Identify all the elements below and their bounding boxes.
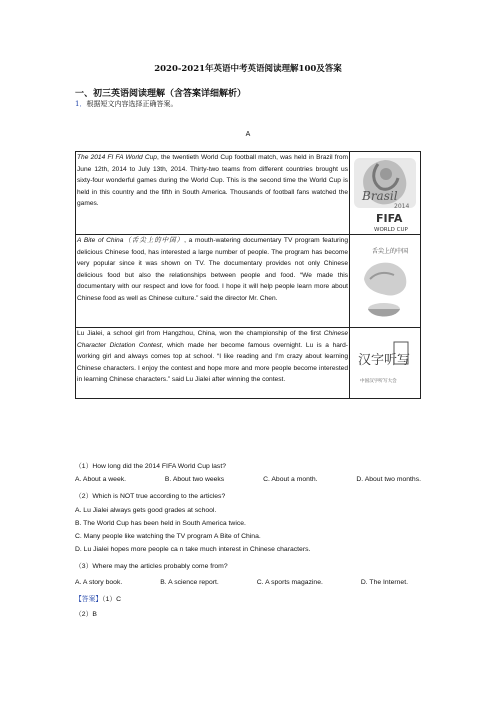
instruction xyxy=(75,99,177,109)
passage-image-cell xyxy=(350,152,421,235)
contest-calligraphy-text: 汉字听写 xyxy=(358,353,411,368)
passage-row xyxy=(76,235,421,328)
logo-brasil-text: Brasil xyxy=(362,189,398,203)
option-b[interactable]: B. About two weeks xyxy=(164,476,225,483)
passage-row xyxy=(76,328,421,399)
page-title: 2020-2021年英语中考英语阅读理解100及答案 xyxy=(154,64,342,74)
passage-lead: Lu Jialei, a school girl from Hangzhou, China, won the championship of the first xyxy=(77,330,324,337)
question-stem: （2）Which is NOT true according to the articles? xyxy=(75,493,226,500)
option-a[interactable]: A. A story book. xyxy=(75,579,123,586)
dictation-contest-logo-icon xyxy=(350,328,420,398)
brasil-2014-logo-icon xyxy=(350,152,420,234)
option-c[interactable]: C. About a month. xyxy=(263,476,318,483)
bite-of-china-poster-icon xyxy=(350,235,420,327)
answer-value: （2）B xyxy=(75,611,97,618)
passage-image-cell xyxy=(350,328,421,399)
instruction-text: 根据短文内容选择正确答案。 xyxy=(86,100,178,108)
answer-tag: 【答案】 xyxy=(75,596,103,603)
logo-worldcup-text: WORLD CUP xyxy=(374,227,408,233)
option-d[interactable]: D. Lu Jialei hopes more people ca n take much interest in Chinese characters. xyxy=(75,546,311,553)
option-row xyxy=(75,579,408,586)
passage-body: , which made her become famous overnight. Lu is a hard-working girl and always comes top at school. “I like reading and I’m crazy about learning Chinese characters. I enjoy the contest and hope more and more people become interested in learning Chinese characters.” said Lu Jialei after winning the contest. xyxy=(77,341,348,384)
answer-line xyxy=(75,593,121,603)
poster-calligraphy-text: 舌尖上的中国 xyxy=(372,248,409,255)
option-a[interactable]: A. Lu Jialei always gets good grades at school. xyxy=(75,507,217,514)
passage-label: A xyxy=(245,131,251,138)
logo-fifa-text: FIFA xyxy=(376,212,403,225)
option-c[interactable]: C. Many people like watching the TV program A Bite of China. xyxy=(75,533,261,540)
option-d[interactable]: D. The Internet. xyxy=(360,579,408,586)
passage-text xyxy=(76,152,350,235)
logo-year-text: 2014 xyxy=(394,203,410,210)
option-b[interactable]: B. The World Cup has been held in South America twice. xyxy=(75,520,246,527)
option-a[interactable]: A. About a week. xyxy=(75,476,127,483)
option-b[interactable]: B. A science report. xyxy=(160,579,219,586)
section-heading: 一、初三英语阅读理解（含答案详细解析） xyxy=(75,89,247,99)
question-stem: （3）Where may the articles probably come from? xyxy=(75,563,228,570)
question-stem: （1）How long did the 2014 FIFA World Cup last? xyxy=(75,463,226,470)
option-d[interactable]: D. About two months. xyxy=(356,476,421,483)
passage-body: , a mouth-watering documentary TV program featuring delicious Chinese food, has interested a large number of people. The program has become very popular since it was shown on TV. The documentary provides not only Chinese delicious food but also the relationships between people and food. “We made this documentary with our respect and love for food. I hope it will help people learn more about Chinese food as well as Chinese culture.” said the director Mr. Chen. xyxy=(77,237,348,302)
passage-italic-title: A Bite of China（舌尖上的中国） xyxy=(77,237,185,244)
question-number: 1． xyxy=(75,100,87,108)
passage-body: , the twentieth World Cup football match, was held in Brazil from June 12th, 2014 to July 13th, 2014. Thirty-two teams from different countries brought us sixty-four wonderful games during the World Cup. This is the second time the World Cup is held in this country and the fifth in South America. Thousands of football fans watched the games. xyxy=(77,154,348,208)
contest-subtitle-text: 中国汉字听写大会 xyxy=(360,379,397,384)
option-c[interactable]: C. A sports magazine. xyxy=(256,579,323,586)
answer-value: （1）C xyxy=(102,596,122,603)
passage-text xyxy=(76,328,350,399)
reading-table xyxy=(75,151,421,399)
option-row xyxy=(75,476,421,483)
passage-row xyxy=(76,152,421,235)
passage-italic-title: Chinese Character Dictation Contest xyxy=(77,330,348,349)
passage-text xyxy=(76,235,350,328)
passage-italic-title: The 2014 FI FA World Cup xyxy=(77,154,157,161)
passage-image-cell xyxy=(350,235,421,328)
